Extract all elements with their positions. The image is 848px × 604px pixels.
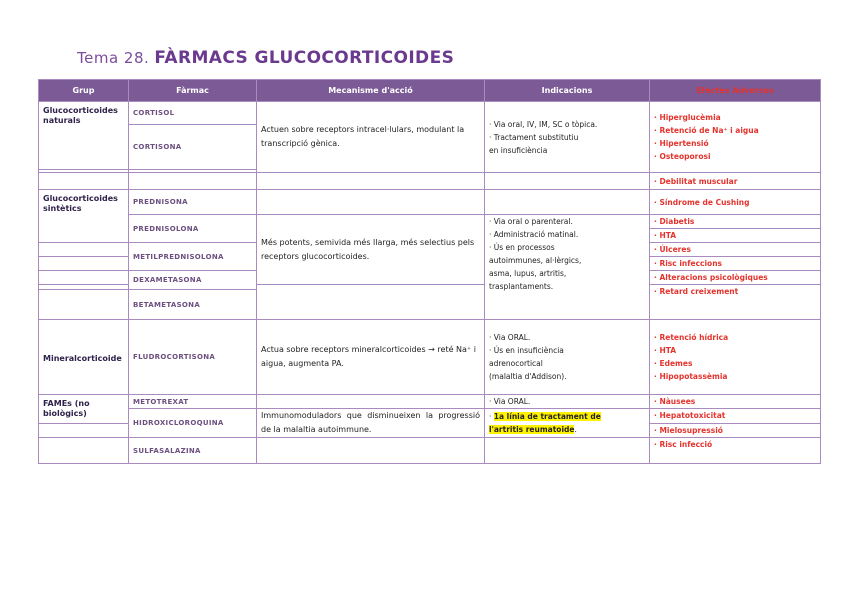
indication-line: · Ús en processos xyxy=(489,243,555,252)
adverse-cell xyxy=(650,409,821,424)
empty-cell xyxy=(39,243,129,257)
adverse-item: · Debilitat muscular xyxy=(654,176,738,186)
adverse-cell xyxy=(650,243,821,257)
table-row xyxy=(39,438,821,464)
adverse-cell xyxy=(650,271,821,285)
table-row xyxy=(39,190,821,215)
table-row xyxy=(39,173,821,190)
drug-dexametasona: DEXAMETASONA xyxy=(129,271,257,290)
indications-natural xyxy=(485,102,650,173)
indication-cell xyxy=(485,395,650,409)
indication-line: · Via oral, IV, IM, SC o tòpica. xyxy=(489,119,598,129)
adverse-item: · Mielosupressió xyxy=(654,425,723,435)
adverse-item: · Alteracions psicològiques xyxy=(654,273,768,282)
adverse-item: · Retard creixement xyxy=(654,287,739,296)
empty-cell xyxy=(257,285,485,320)
empty-cell xyxy=(257,395,485,409)
mechanism-sintetic xyxy=(257,215,485,285)
group-mineral: Mineralcorticoide xyxy=(39,320,129,395)
header-mecanisme: Mecanisme d'acció xyxy=(257,80,485,102)
group-fame: FAMEs (no biològics) xyxy=(39,395,129,424)
indication-line: autoimmunes, al·lèrgics, xyxy=(489,256,582,265)
adverse-mineral xyxy=(650,320,821,395)
group-sintetic: Glucocorticoides sintètics xyxy=(39,190,129,243)
adverse-cell xyxy=(650,423,821,438)
indication-period: . xyxy=(574,425,577,434)
empty-cell xyxy=(485,190,650,215)
header-farmac: Fàrmac xyxy=(129,80,257,102)
adverse-cell xyxy=(650,173,821,190)
header-indicacions: Indicacions xyxy=(485,80,650,102)
mechanism-fame-text: Immunomoduladors que disminueixen la progressió de la malaltia autoimmune. xyxy=(261,411,480,434)
drug-cortisol: CORTISOL xyxy=(129,102,257,125)
empty-cell xyxy=(257,190,485,215)
drug-table xyxy=(38,79,821,464)
drug-prednisolona: PREDNISOLONA xyxy=(129,215,257,243)
empty-cell xyxy=(39,290,129,320)
title-prefix: Tema 28. xyxy=(77,49,150,67)
adverse-natural xyxy=(650,102,821,173)
adverse-item: · Hepatotoxicitat xyxy=(654,411,726,421)
empty-cell xyxy=(485,438,650,464)
adverse-item: · Osteoporosi xyxy=(654,152,711,161)
adverse-item: · Risc infeccions xyxy=(654,259,723,268)
adverse-item: · Edemes xyxy=(654,359,693,368)
drug-metilprednisolona: METILPREDNISOLONA xyxy=(129,243,257,271)
empty-cell xyxy=(257,438,485,464)
adverse-cell xyxy=(650,438,821,464)
indication-line: · Administració matinal. xyxy=(489,230,579,239)
adverse-cell xyxy=(650,257,821,271)
table-row xyxy=(39,409,821,424)
adverse-cell xyxy=(650,215,821,229)
mechanism-mineral-text: Actua sobre receptors mineralcorticoides → reté Na⁺ i aigua, augmenta PA. xyxy=(261,345,476,368)
indication-highlight-cell xyxy=(485,409,650,438)
adverse-item: · Síndrome de Cushing xyxy=(654,197,750,207)
empty-cell xyxy=(257,173,485,190)
group-natural: Glucocorticoides naturals xyxy=(39,102,129,170)
adverse-cell xyxy=(650,229,821,243)
drug-prednisona: PREDNISONA xyxy=(129,190,257,215)
header-efectes: Efectes Adversos xyxy=(650,80,821,102)
table-header-row xyxy=(39,80,821,102)
header-grup: Grup xyxy=(39,80,129,102)
drug-fludrocortisona: FLUDROCORTISONA xyxy=(129,320,257,395)
indication-line: · Tractament substitutiu xyxy=(489,132,579,142)
indication-bullet: · xyxy=(489,412,494,421)
indication-line: asma, lupus, artritis, xyxy=(489,269,567,278)
indication-line: · Ús en insuficiència xyxy=(489,346,564,355)
indication-line: (malaltia d'Addison). xyxy=(489,372,567,381)
mechanism-natural xyxy=(257,102,485,173)
highlight-text: 1a línia de tractament de xyxy=(493,412,601,421)
table-row xyxy=(39,215,821,229)
adverse-cell xyxy=(650,395,821,409)
adverse-item: · Diabetis xyxy=(654,217,695,226)
indications-mineral xyxy=(485,320,650,395)
empty-cell xyxy=(39,423,129,438)
indication-line: adrenocortical xyxy=(489,359,543,368)
drug-metotrexat: METOTREXAT xyxy=(129,395,257,409)
adverse-cell xyxy=(650,190,821,215)
drug-hidroxicloroquina: HIDROXICLOROQUINA xyxy=(129,409,257,438)
adverse-item: · Hiperglucèmia xyxy=(654,113,721,122)
mechanism-fame xyxy=(257,409,485,438)
empty-cell xyxy=(129,173,257,190)
indication-line: · Via ORAL. xyxy=(489,397,531,406)
table-row xyxy=(39,102,821,125)
adverse-cell xyxy=(650,285,821,320)
adverse-item: · Risc infecció xyxy=(654,440,713,449)
empty-cell xyxy=(39,257,129,271)
empty-cell xyxy=(39,173,129,190)
adverse-item: · Hipertensió xyxy=(654,139,709,148)
adverse-item: · Retenció hídrica xyxy=(654,333,729,342)
drug-betametasona: BETAMETASONA xyxy=(129,290,257,320)
adverse-item: · Úlceres xyxy=(654,245,691,254)
drug-sulfasalazina: SULFASALAZINA xyxy=(129,438,257,464)
adverse-item: · HTA xyxy=(654,346,677,355)
adverse-item: · Retenció de Na⁺ i aigua xyxy=(654,126,759,135)
indication-line: · Via ORAL. xyxy=(489,333,531,342)
drug-cortisona: CORTISONA xyxy=(129,125,257,170)
mechanism-natural-text: Actuen sobre receptors intracel·lulars, modulant la transcripció gènica. xyxy=(261,125,465,148)
indication-line: en insuficiència xyxy=(489,145,548,155)
page-title xyxy=(77,48,454,68)
adverse-item: · Nàusees xyxy=(654,397,696,406)
indications-sintetic xyxy=(485,215,650,320)
mechanism-sintetic-text: Més potents, semivida més llarga, més selectius pels receptors glucocorticoides. xyxy=(261,237,475,261)
indication-line: trasplantaments. xyxy=(489,282,554,291)
empty-cell xyxy=(485,173,650,190)
table-row xyxy=(39,395,821,409)
table-row xyxy=(39,320,821,395)
highlight-text: l'artritis reumatoide xyxy=(489,425,575,434)
mechanism-mineral xyxy=(257,320,485,395)
empty-cell xyxy=(39,438,129,464)
indication-line: · Via oral o parenteral. xyxy=(489,217,573,226)
title-main: FÀRMACS GLUCOCORTICOIDES xyxy=(154,48,455,68)
empty-cell xyxy=(39,271,129,285)
adverse-item: · HTA xyxy=(654,231,677,240)
adverse-item: · Hipopotassèmia xyxy=(654,372,728,381)
